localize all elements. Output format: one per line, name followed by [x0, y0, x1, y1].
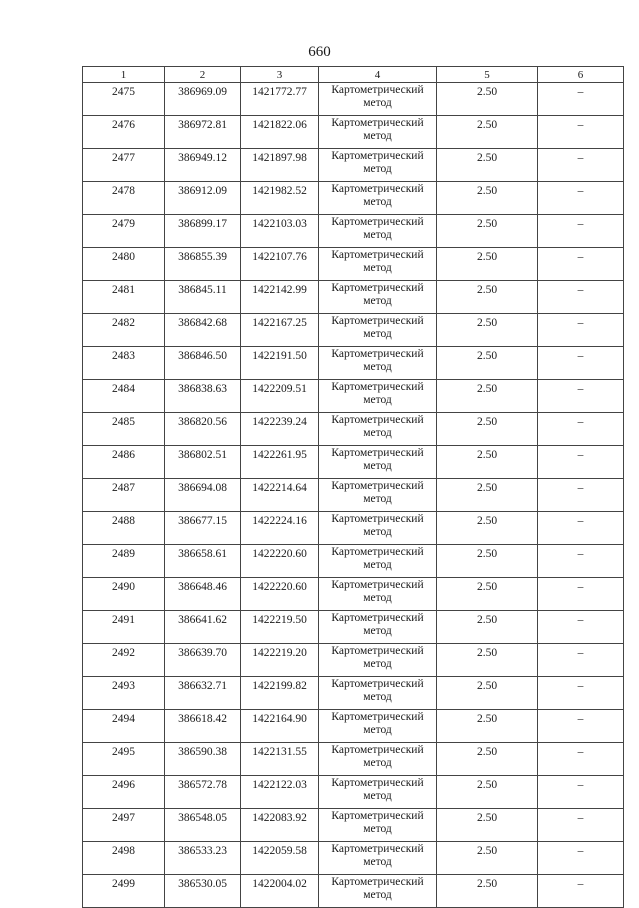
method-cell: [319, 347, 437, 380]
method-cell: [319, 83, 437, 116]
y-coordinate-cell: 1422004.02: [241, 875, 319, 908]
x-coordinate-cell: 386677.15: [165, 512, 241, 545]
method-line-1: Картометрический: [331, 216, 424, 228]
method-line-1: Картометрический: [331, 876, 424, 888]
point-id-cell: 2494: [83, 710, 165, 743]
table-row: [83, 677, 624, 710]
x-coordinate-cell: 386899.17: [165, 215, 241, 248]
method-cell: [319, 215, 437, 248]
table-row: [83, 149, 624, 182]
precision-cell: 2.50: [437, 380, 538, 413]
method-line-1: Картометрический: [331, 546, 424, 558]
method-line-1: Картометрический: [331, 315, 424, 327]
point-id-cell: 2490: [83, 578, 165, 611]
method-line-2: метод: [363, 460, 392, 472]
method-line-1: Картометрический: [331, 678, 424, 690]
method-line-1: Картометрический: [331, 117, 424, 129]
note-cell: –: [538, 248, 624, 281]
point-id-cell: 2492: [83, 644, 165, 677]
method-cell: [319, 248, 437, 281]
y-coordinate-cell: 1422220.60: [241, 578, 319, 611]
precision-cell: 2.50: [437, 545, 538, 578]
precision-cell: 2.50: [437, 644, 538, 677]
method-line-1: Картометрический: [331, 744, 424, 756]
table-row: [83, 248, 624, 281]
table-row: [83, 347, 624, 380]
note-cell: –: [538, 314, 624, 347]
x-coordinate-cell: 386846.50: [165, 347, 241, 380]
y-coordinate-cell: 1422131.55: [241, 743, 319, 776]
point-id-cell: 2476: [83, 116, 165, 149]
point-id-cell: 2479: [83, 215, 165, 248]
method-line-2: метод: [363, 691, 392, 703]
method-line-2: метод: [363, 592, 392, 604]
point-id-cell: 2475: [83, 83, 165, 116]
precision-cell: 2.50: [437, 149, 538, 182]
table-row: [83, 545, 624, 578]
method-cell: [319, 644, 437, 677]
precision-cell: 2.50: [437, 875, 538, 908]
precision-cell: 2.50: [437, 479, 538, 512]
x-coordinate-cell: 386533.23: [165, 842, 241, 875]
note-cell: –: [538, 842, 624, 875]
x-coordinate-cell: 386855.39: [165, 248, 241, 281]
method-cell: [319, 842, 437, 875]
x-coordinate-cell: 386972.81: [165, 116, 241, 149]
method-line-2: метод: [363, 493, 392, 505]
y-coordinate-cell: 1422122.03: [241, 776, 319, 809]
note-cell: –: [538, 149, 624, 182]
method-line-2: метод: [363, 328, 392, 340]
precision-cell: 2.50: [437, 677, 538, 710]
method-cell: [319, 743, 437, 776]
precision-cell: 2.50: [437, 83, 538, 116]
note-cell: –: [538, 677, 624, 710]
header-col-2: 2: [165, 67, 241, 83]
point-id-cell: 2488: [83, 512, 165, 545]
table-row: [83, 215, 624, 248]
table-row: [83, 710, 624, 743]
method-line-2: метод: [363, 229, 392, 241]
method-cell: [319, 281, 437, 314]
point-id-cell: 2498: [83, 842, 165, 875]
header-col-6: 6: [538, 67, 624, 83]
y-coordinate-cell: 1422083.92: [241, 809, 319, 842]
table-row: [83, 314, 624, 347]
method-cell: [319, 446, 437, 479]
table-row: [83, 842, 624, 875]
y-coordinate-cell: 1422199.82: [241, 677, 319, 710]
table-row: [83, 446, 624, 479]
header-row: [83, 67, 624, 83]
x-coordinate-cell: 386820.56: [165, 413, 241, 446]
method-cell: [319, 512, 437, 545]
point-id-cell: 2495: [83, 743, 165, 776]
point-id-cell: 2499: [83, 875, 165, 908]
point-id-cell: 2486: [83, 446, 165, 479]
note-cell: –: [538, 545, 624, 578]
precision-cell: 2.50: [437, 809, 538, 842]
method-line-2: метод: [363, 790, 392, 802]
precision-cell: 2.50: [437, 314, 538, 347]
method-line-1: Картометрический: [331, 480, 424, 492]
method-line-2: метод: [363, 196, 392, 208]
method-line-1: Картометрический: [331, 249, 424, 261]
table-row: [83, 776, 624, 809]
x-coordinate-cell: 386842.68: [165, 314, 241, 347]
note-cell: –: [538, 182, 624, 215]
note-cell: –: [538, 743, 624, 776]
x-coordinate-cell: 386530.05: [165, 875, 241, 908]
method-line-2: метод: [363, 889, 392, 901]
method-line-1: Картометрический: [331, 612, 424, 624]
method-cell: [319, 578, 437, 611]
coordinates-table: [82, 66, 624, 908]
precision-cell: 2.50: [437, 710, 538, 743]
method-line-2: метод: [363, 262, 392, 274]
y-coordinate-cell: 1422059.58: [241, 842, 319, 875]
method-line-1: Картометрический: [331, 381, 424, 393]
x-coordinate-cell: 386618.42: [165, 710, 241, 743]
x-coordinate-cell: 386641.62: [165, 611, 241, 644]
method-line-2: метод: [363, 427, 392, 439]
note-cell: –: [538, 281, 624, 314]
point-id-cell: 2496: [83, 776, 165, 809]
x-coordinate-cell: 386845.11: [165, 281, 241, 314]
precision-cell: 2.50: [437, 215, 538, 248]
method-line-1: Картометрический: [331, 810, 424, 822]
method-cell: [319, 314, 437, 347]
note-cell: –: [538, 776, 624, 809]
x-coordinate-cell: 386648.46: [165, 578, 241, 611]
point-id-cell: 2493: [83, 677, 165, 710]
method-line-1: Картометрический: [331, 348, 424, 360]
method-line-2: метод: [363, 361, 392, 373]
method-line-2: метод: [363, 823, 392, 835]
precision-cell: 2.50: [437, 446, 538, 479]
method-cell: [319, 677, 437, 710]
method-cell: [319, 611, 437, 644]
note-cell: –: [538, 83, 624, 116]
method-line-1: Картометрический: [331, 150, 424, 162]
method-line-2: метод: [363, 625, 392, 637]
method-line-1: Картометрический: [331, 645, 424, 657]
note-cell: –: [538, 512, 624, 545]
table-row: [83, 875, 624, 908]
method-line-1: Картометрический: [331, 282, 424, 294]
method-line-2: метод: [363, 163, 392, 175]
method-line-1: Картометрический: [331, 84, 424, 96]
method-cell: [319, 413, 437, 446]
method-cell: [319, 149, 437, 182]
y-coordinate-cell: 1422220.60: [241, 545, 319, 578]
table-row: [83, 743, 624, 776]
note-cell: –: [538, 479, 624, 512]
y-coordinate-cell: 1422107.76: [241, 248, 319, 281]
y-coordinate-cell: 1422224.16: [241, 512, 319, 545]
precision-cell: 2.50: [437, 116, 538, 149]
x-coordinate-cell: 386969.09: [165, 83, 241, 116]
y-coordinate-cell: 1422219.50: [241, 611, 319, 644]
point-id-cell: 2485: [83, 413, 165, 446]
method-line-2: метод: [363, 526, 392, 538]
method-cell: [319, 875, 437, 908]
method-line-1: Картометрический: [331, 843, 424, 855]
x-coordinate-cell: 386658.61: [165, 545, 241, 578]
precision-cell: 2.50: [437, 413, 538, 446]
y-coordinate-cell: 1422209.51: [241, 380, 319, 413]
point-id-cell: 2482: [83, 314, 165, 347]
x-coordinate-cell: 386632.71: [165, 677, 241, 710]
note-cell: –: [538, 347, 624, 380]
page-number: 660: [308, 44, 331, 60]
y-coordinate-cell: 1421897.98: [241, 149, 319, 182]
method-line-2: метод: [363, 559, 392, 571]
y-coordinate-cell: 1422214.64: [241, 479, 319, 512]
point-id-cell: 2483: [83, 347, 165, 380]
table-row: [83, 182, 624, 215]
y-coordinate-cell: 1422167.25: [241, 314, 319, 347]
precision-cell: 2.50: [437, 512, 538, 545]
method-cell: [319, 116, 437, 149]
method-line-1: Картометрический: [331, 711, 424, 723]
point-id-cell: 2489: [83, 545, 165, 578]
precision-cell: 2.50: [437, 578, 538, 611]
point-id-cell: 2478: [83, 182, 165, 215]
method-line-1: Картометрический: [331, 183, 424, 195]
note-cell: –: [538, 578, 624, 611]
method-cell: [319, 182, 437, 215]
note-cell: –: [538, 710, 624, 743]
header-col-5: 5: [437, 67, 538, 83]
point-id-cell: 2484: [83, 380, 165, 413]
note-cell: –: [538, 875, 624, 908]
method-line-2: метод: [363, 856, 392, 868]
precision-cell: 2.50: [437, 248, 538, 281]
precision-cell: 2.50: [437, 743, 538, 776]
precision-cell: 2.50: [437, 281, 538, 314]
y-coordinate-cell: 1422164.90: [241, 710, 319, 743]
method-cell: [319, 380, 437, 413]
y-coordinate-cell: 1422219.20: [241, 644, 319, 677]
point-id-cell: 2481: [83, 281, 165, 314]
table-row: [83, 116, 624, 149]
y-coordinate-cell: 1421772.77: [241, 83, 319, 116]
point-id-cell: 2497: [83, 809, 165, 842]
precision-cell: 2.50: [437, 611, 538, 644]
method-cell: [319, 710, 437, 743]
method-line-1: Картометрический: [331, 414, 424, 426]
x-coordinate-cell: 386912.09: [165, 182, 241, 215]
point-id-cell: 2480: [83, 248, 165, 281]
note-cell: –: [538, 413, 624, 446]
x-coordinate-cell: 386694.08: [165, 479, 241, 512]
header-col-1: 1: [83, 67, 165, 83]
y-coordinate-cell: 1422239.24: [241, 413, 319, 446]
table-row: [83, 380, 624, 413]
table-row: [83, 578, 624, 611]
point-id-cell: 2487: [83, 479, 165, 512]
table-row: [83, 611, 624, 644]
note-cell: –: [538, 446, 624, 479]
method-cell: [319, 479, 437, 512]
y-coordinate-cell: 1422261.95: [241, 446, 319, 479]
table-body: [83, 83, 624, 908]
x-coordinate-cell: 386949.12: [165, 149, 241, 182]
x-coordinate-cell: 386802.51: [165, 446, 241, 479]
x-coordinate-cell: 386590.38: [165, 743, 241, 776]
x-coordinate-cell: 386548.05: [165, 809, 241, 842]
method-line-1: Картометрический: [331, 513, 424, 525]
method-line-2: метод: [363, 757, 392, 769]
method-line-2: метод: [363, 97, 392, 109]
x-coordinate-cell: 386639.70: [165, 644, 241, 677]
precision-cell: 2.50: [437, 776, 538, 809]
x-coordinate-cell: 386838.63: [165, 380, 241, 413]
note-cell: –: [538, 215, 624, 248]
point-id-cell: 2491: [83, 611, 165, 644]
precision-cell: 2.50: [437, 182, 538, 215]
method-cell: [319, 545, 437, 578]
method-line-2: метод: [363, 658, 392, 670]
table-header: [83, 67, 624, 83]
y-coordinate-cell: 1421982.52: [241, 182, 319, 215]
note-cell: –: [538, 644, 624, 677]
y-coordinate-cell: 1421822.06: [241, 116, 319, 149]
header-col-3: 3: [241, 67, 319, 83]
method-line-2: метод: [363, 394, 392, 406]
precision-cell: 2.50: [437, 842, 538, 875]
table-row: [83, 644, 624, 677]
table-row: [83, 512, 624, 545]
note-cell: –: [538, 611, 624, 644]
y-coordinate-cell: 1422142.99: [241, 281, 319, 314]
method-line-1: Картометрический: [331, 447, 424, 459]
method-cell: [319, 776, 437, 809]
table-row: [83, 413, 624, 446]
method-line-2: метод: [363, 130, 392, 142]
point-id-cell: 2477: [83, 149, 165, 182]
note-cell: –: [538, 380, 624, 413]
table-row: [83, 281, 624, 314]
table-row: [83, 479, 624, 512]
y-coordinate-cell: 1422103.03: [241, 215, 319, 248]
precision-cell: 2.50: [437, 347, 538, 380]
y-coordinate-cell: 1422191.50: [241, 347, 319, 380]
method-line-2: метод: [363, 295, 392, 307]
method-line-1: Картометрический: [331, 579, 424, 591]
header-col-4: 4: [319, 67, 437, 83]
x-coordinate-cell: 386572.78: [165, 776, 241, 809]
table-row: [83, 809, 624, 842]
method-line-2: метод: [363, 724, 392, 736]
note-cell: –: [538, 809, 624, 842]
note-cell: –: [538, 116, 624, 149]
table-row: [83, 83, 624, 116]
method-line-1: Картометрический: [331, 777, 424, 789]
method-cell: [319, 809, 437, 842]
